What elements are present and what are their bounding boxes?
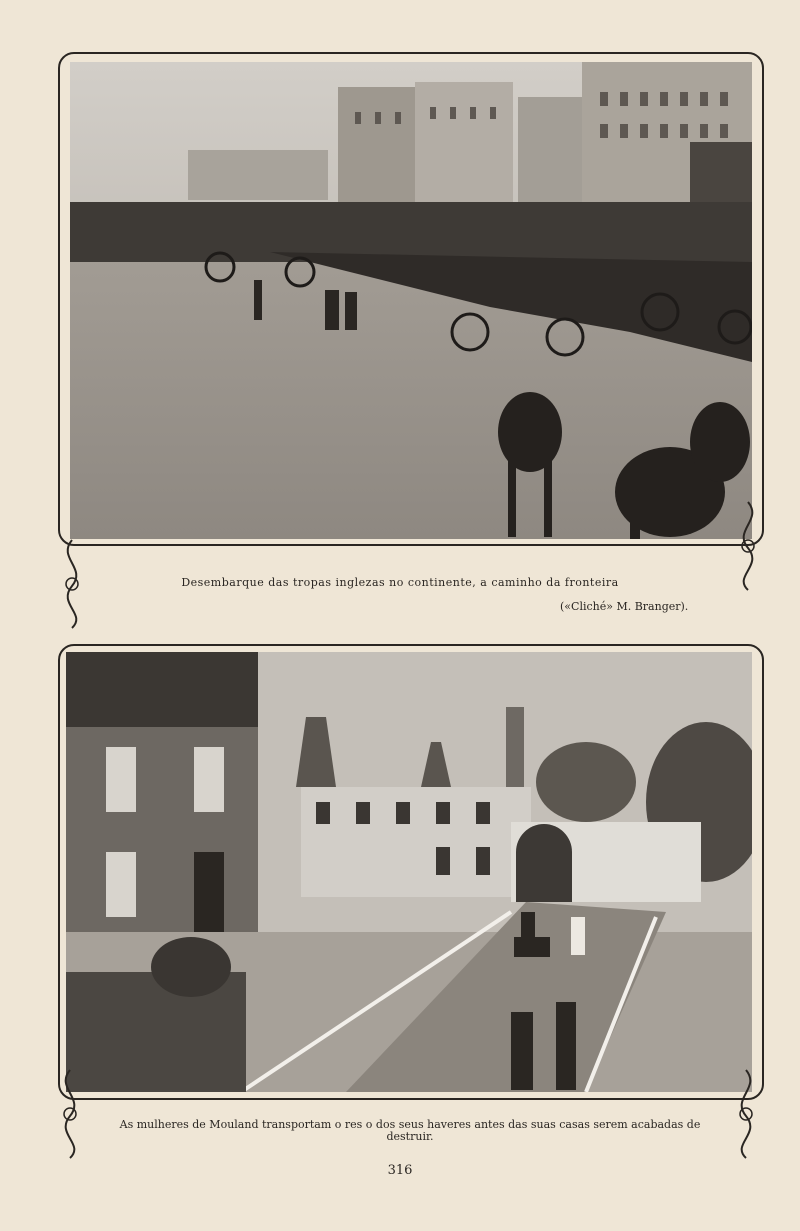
top-photo-credit: («Cliché» M. Branger). bbox=[560, 600, 689, 613]
page-number: 316 bbox=[387, 1163, 413, 1178]
bottom-photo-caption: As mulheres de Mouland transportam o res o dos seus haveres antes das suas casas serem acabadas de destruir. bbox=[119, 1118, 701, 1143]
top-photo-caption: Desembarque das tropas inglezas no continente, a caminho da fronteira bbox=[181, 576, 619, 589]
troops-photo bbox=[70, 62, 752, 539]
ruins-photo bbox=[66, 652, 752, 1092]
left-ornament-bottom bbox=[50, 1068, 90, 1160]
right-ornament-bottom bbox=[726, 1068, 766, 1160]
